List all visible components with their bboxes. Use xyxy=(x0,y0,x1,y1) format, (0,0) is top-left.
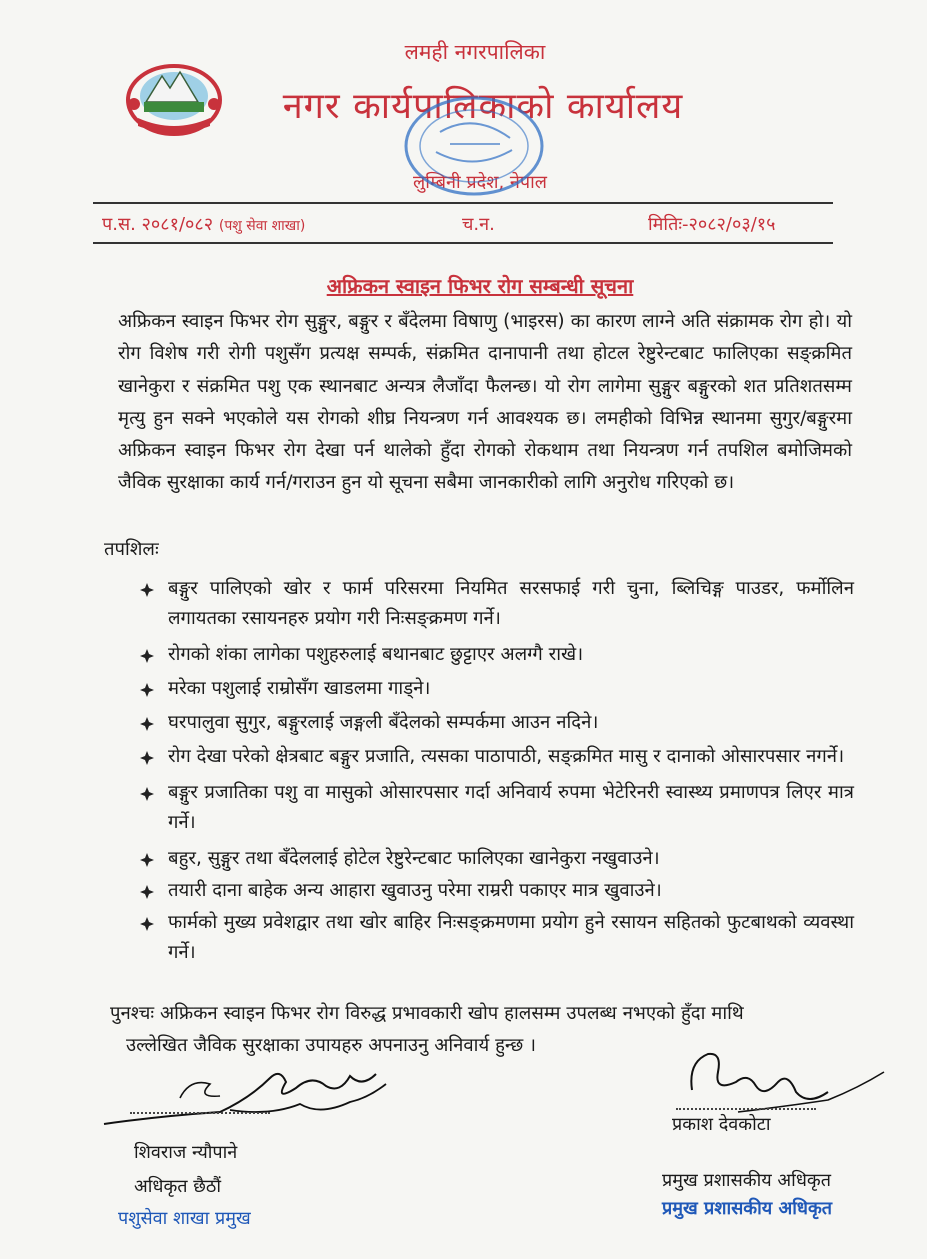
left-signer-stamp: पशुसेवा शाखा प्रमुख xyxy=(118,1208,251,1229)
diamond-bullet-icon xyxy=(140,787,154,801)
right-signer-name: प्रकाश देवकोटा xyxy=(672,1114,771,1135)
diamond-bullet-icon xyxy=(140,683,154,697)
right-signer-position: प्रमुख प्रशासकीय अधिकृत xyxy=(662,1170,831,1191)
postscript-line-2: उल्लेखित जैविक सुरक्षाका उपायहरु अपनाउनु अनिवार्य हुन्छ । xyxy=(126,1035,537,1056)
notice-title: अफ्रिकन स्वाइन फिभर रोग सम्बन्धी सूचना xyxy=(326,274,634,298)
diamond-bullet-icon xyxy=(140,649,154,663)
left-signature-icon xyxy=(100,1058,400,1138)
left-signer-name: शिवराज न्यौपाने xyxy=(134,1142,238,1163)
list-item: बहुर, सुङ्गुर तथा बँदेललाई होटेल रेष्टुरेन्टबाट फालिएका खानेकुरा नखुवाउने। xyxy=(140,844,854,874)
dispatch-number: च.न. xyxy=(462,214,495,235)
office-stamp-icon xyxy=(400,92,548,200)
nepal-emblem-icon xyxy=(124,60,224,136)
signature-line-right xyxy=(676,1108,816,1110)
letter-number: प.स. २०८१/०८२ (पशु सेवा शाखा) xyxy=(102,214,306,235)
measures-list xyxy=(140,574,854,968)
signature-line-left xyxy=(130,1112,270,1114)
diamond-bullet-icon xyxy=(140,717,154,731)
right-signer-stamp: प्रमुख प्रशासकीय अधिकृत xyxy=(662,1198,833,1219)
office-address: लुम्बिनी प्रदेश, नेपाल xyxy=(413,172,547,193)
diamond-bullet-icon xyxy=(140,885,154,899)
header-rule-top xyxy=(93,202,833,204)
list-item: रोग देखा परेको क्षेत्रबाट बङ्गुर प्रजाति, त्यसका पाठापाठी, सङ्क्रमित मासु र दानाको ओसारपसार नगर्ने। xyxy=(140,742,854,772)
municipality-name: लमही नगरपालिका xyxy=(404,40,546,64)
list-item: बङ्गुर पालिएको खोर र फार्म परिसरमा नियमित सरसफाई गरी चुना, ब्लिचिङ्ग पाउडर, फर्मोलिन लगायतका रसायनहरु प्रयोग गरी निःसङ्क्रमण गर्ने। xyxy=(140,574,854,634)
notice-body: अफ्रिकन स्वाइन फिभर रोग सुङ्गुर, बङ्गुर र बँदेलमा विषाणु (भाइरस) का कारण लाग्ने अति संक्रामक रोग हो। यो रोग विशेष गरी रोगी पशुसँग प्रत्यक्ष सम्पर्क, संक्रमित दानापानी तथा होटल रेष्टुरेन्टबाट फालिएका सङ्क्रमित खानेकुरा र संक्रमित पशु एक स्थानबाट अन्यत्र लैजाँदा फैलन्छ। यो रोग लागेमा सुङ्गुर बङ्गुरको शत प्रतिशतसम्म मृत्यु हुन सक्ने भएकोले यस रोगको शीघ्र नियन्त्रण गर्न आवश्यक छ। लमहीको विभिन्न स्थानमा सुगुर/बङ्गुरमा अफ्रिकन स्वाइन फिभर रोग देखा पर्न थालेको हुँदा रोगको रोकथाम तथा नियन्त्रण गर्न तपशिल बमोजिमको जैविक सुरक्षाका कार्य गर्न/गराउन हुन यो सूचना सबैमा जानकारीको लागि अनुरोध गरिएको छ। xyxy=(118,311,852,494)
left-signer-position: अधिकृत छैठौं xyxy=(134,1176,222,1197)
list-item: बङ्गुर प्रजातिका पशु वा मासुको ओसारपसार गर्दा अनिवार्य रुपमा भेटेरिनरी स्वास्थ्य प्रमाणपत्र लिएर मात्र गर्ने। xyxy=(140,778,854,838)
list-item: घरपालुवा सुगुर, बङ्गुरलाई जङ्गली बँदेलको सम्पर्कमा आउन नदिने। xyxy=(140,708,854,738)
office-name: नगर कार्यपालिकाको कार्यालय xyxy=(282,86,684,127)
postscript-line-1: पुनश्चः अफ्रिकन स्वाइन फिभर रोग विरुद्ध प्रभावकारी खोप हालसम्म उपलब्ध नभएको हुँदा माथि xyxy=(110,1003,744,1024)
list-item: रोगको शंका लागेका पशुहरुलाई बथानबाट छुट्टाएर अलग्गै राखे। xyxy=(140,640,854,670)
section-name: (पशु सेवा शाखा) xyxy=(218,218,306,234)
list-item: मरेका पशुलाई राम्रोसँग खाडलमा गाड्ने। xyxy=(140,674,854,704)
list-item: तयारी दाना बाहेक अन्य आहारा खुवाउनु परेमा राम्ररी पकाएर मात्र खुवाउने। xyxy=(140,876,854,906)
diamond-bullet-icon xyxy=(140,917,154,931)
header-rule-bottom xyxy=(93,242,833,244)
letter-date: मितिः-२०८२/०३/१५ xyxy=(648,214,776,235)
diamond-bullet-icon xyxy=(140,853,154,867)
details-label: तपशिलः xyxy=(104,539,159,560)
diamond-bullet-icon xyxy=(140,583,154,597)
diamond-bullet-icon xyxy=(140,751,154,765)
list-item: फार्मको मुख्य प्रवेशद्वार तथा खोर बाहिर निःसङ्क्रमणमा प्रयोग हुने रसायन सहितको फुटबाथको व्यवस्था गर्ने। xyxy=(140,908,854,968)
